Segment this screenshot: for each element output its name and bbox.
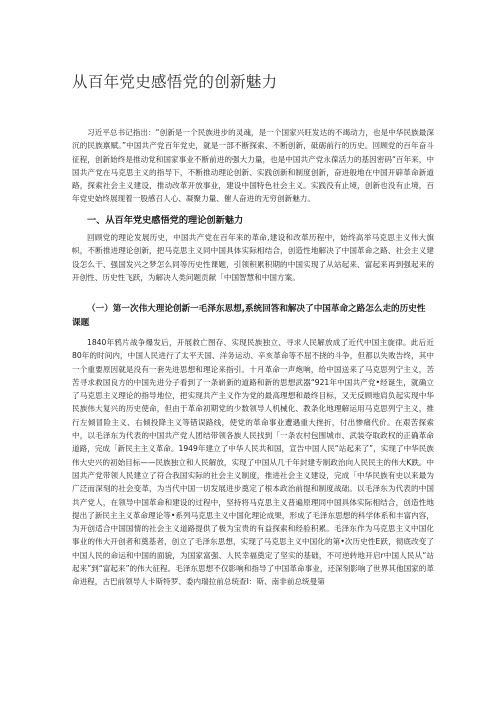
subsection-1-paragraph: 1840年鸦片战争爆发后，开展救亡图存、实现民族独立、寻求人民解放成了近代中国主旋律。此后近80年的时间内，中国人民进行了太平天国、洋务运动、辛亥革命等不屈不挠的斗争，但都以失败告终，其中一个重要原因就是没有一套先进思想和理论来指引。十月革命一声炮响，给中国送来了马克思列宁主义，苦苦寻求救国良方的中国先进分子看到了一条崭新的道路和新的思想武器“921年中国共产党•经诞生，就确立了马克思主义理论的指导地位，把实现共产主义作为党的最高理想和最终目标，又无反顾地肩负起实现中华民族伟大复兴的历史使命，但由于革命初期党的少数领导人机械化、教条化地理解运用马克思列宁主义，推行左倾冒险主义、右倾投降主义等错误路线，使党的革命事业遭遇重大挫折，付出惨痛代价。在艰苦探索中，以毛泽东为代表的中国共产党人团结带领各族人民找到「一条农村包围城市、武装夺取政权的正确革命道路，完成「新民主主义革命。1949年建立了中华人民共和国，宣告中国人民“站起来了”，实现了中华民族伟大史兴的初始目标——民族独立和人民解放，实现了中国从几千年封建专制政治向人民民主的伟大K跌。中国共产党带领人民建立了符合我国实际的社会主义制度，推进社会主义建设，完成「中华民族有史以来最为广泛而深刻的社会变革，为当代中国一切发展进步奠定了根本政治前提和制度战础。以毛泽东为代表的中国共产党人，在领导中国革命和建设的过程中，坚持将马克思主义普遍原理同中国具体实际相结合，创造性地提出了新民主主义革命理论等•系列马克思主义中国化理论成果，形成了毛泽东思想的科学体系和丰富内容，为开创适合中国国情的社会主义道路提供了极为宝贵的有益探索和经验积累。毛泽东作为马克思主义中国化事业的伟大开创者和奠基者，创立了毛泽东思想，实现了马克思主义中国化的第•次历史性E跃，彻底改变了中国人民的命运和中国的面貌，为国家富强、人民幸福奠定了坚实的基础，不可逆转地开启r中国人民从“站起来”到“富起来”的伟大征程。毛泽东思想不仅影响和指导了中国革命事业，还深刻影响了世界其他国家的革命进程，古巴前领导人卡斯特罗、委内瑞拉前总统查I：斯、南非前总统曼第 xyxy=(72,338,434,587)
section-heading-1: 一、从百年党史感悟党的理论创新魅力 xyxy=(87,215,244,226)
page-title: 从百年党史感悟党的创新魅力 xyxy=(72,73,278,91)
intro-paragraph: 习近平总书记指出：“创新是一个民族进步的灵魂，是一个国家兴旺发达的不竭动力，也是中华民族最深沉的民族禀赋。”中国共产党百年党史，就是一部不断探索、不断创新，砥砺前行的历史。回顾党的百年奋斗征程，创新始终是推动党和国家事业不断前进的强大力量，也是中国共产党永葆活力的基因密码“百年来，中国共产党在马克思主义的指导下，不断推动理论创新、实践创新和制度创新，奋进般地在中国开辟革命新道路，探索社会主义建设，推动改革开放事业，建设中国特色社会主义。实践没有止境，创新也没有止境，百年党史始终展现着一股感召人心、凝聚力量、催人奋进的无穷创新魅力。 xyxy=(72,128,434,204)
section-1-paragraph: 回顾党的理论发展历史，中国共产党在百年来的革命,建设和改革历程中，始终高举马克思主义伟大旗帜，不断推进理论创新，把马克思主义同中国具体实际相结合，创造性地解决了中国革命之路、社会主义建设怎么干、强国发兴之梦怎么同等历史性课题，引领积累积期的中国实现了从站起来、富起来再到强起来的开创性、历史性飞跃，为解决人类问题贡献「中国智慧和中国方案。 xyxy=(72,233,434,282)
subsection-heading-1: （一）第一次伟大理论创新一毛泽东思想,系统回答和解决了中国革命之路怎么走的历史性课题 xyxy=(72,304,426,328)
